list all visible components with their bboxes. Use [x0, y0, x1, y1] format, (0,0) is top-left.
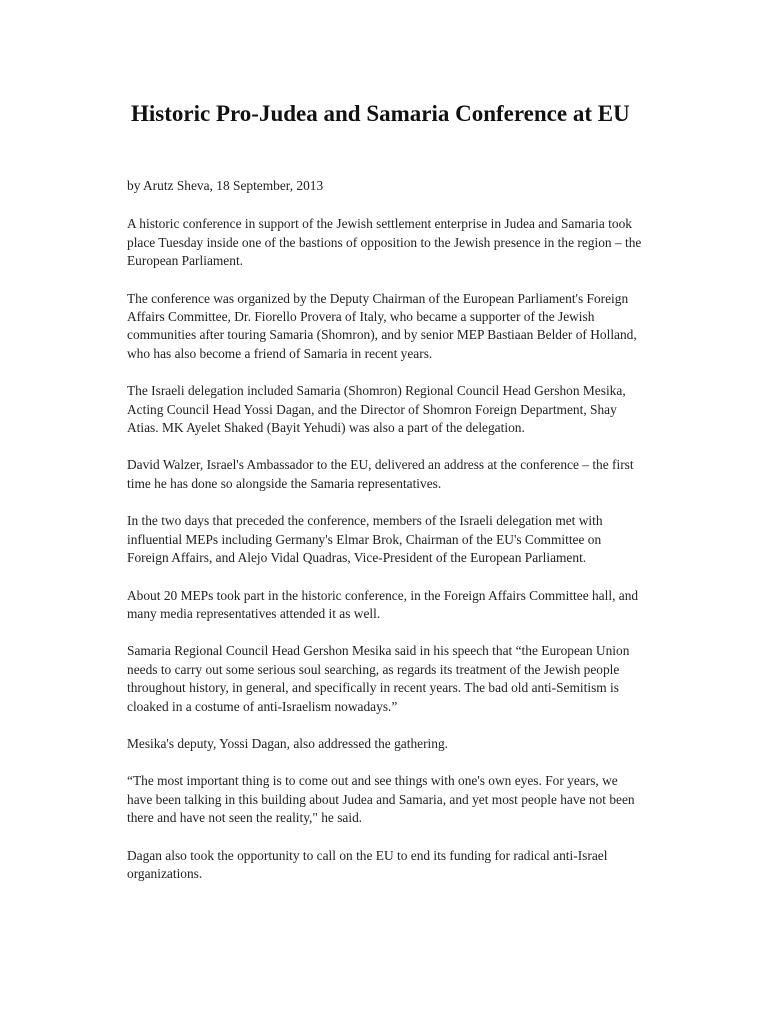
- article-paragraph: The Israeli delegation included Samaria (Shomron) Regional Council Head Gershon Mesika, Acting Council Head Yossi Dagan, and the Director of Shomron Foreign Department, Shay Atias. MK Ayelet Shaked (Bayit Yehudi) was also a part of the delegation.: [127, 383, 626, 436]
- article-paragraph: About 20 MEPs took part in the historic conference, in the Foreign Affairs Committee hall, and many media representatives attended it as well.: [127, 587, 639, 621]
- article-paragraph: In the two days that preceded the conference, members of the Israeli delegation met with influential MEPs including Germany's Elmar Brok, Chairman of the EU's Committee on Foreign Affairs, and Alejo Vidal Quadras, Vice-President of the European Parliament.: [127, 513, 603, 566]
- article-paragraph: Dagan also took the opportunity to call on the EU to end its funding for radical anti-Israel organizations.: [127, 847, 608, 881]
- article-paragraph: A historic conference in support of the Jewish settlement enterprise in Judea and Samaria took place Tuesday inside one of the bastions of opposition to the Jewish presence in the region – the European Parliament.: [127, 216, 642, 269]
- article-paragraph: The conference was organized by the Deputy Chairman of the European Parliament's Foreign Affairs Committee, Dr. Fiorello Provera of Italy, who became a supporter of the Jewish communities after touring Samaria (Shomron), and by senior MEP Bastiaan Belder of Holland, who has also become a friend of Samaria in recent years.: [127, 290, 637, 361]
- article-byline: by Arutz Sheva, 18 September, 2013: [127, 178, 324, 193]
- article-title: Historic Pro-Judea and Samaria Conference at EU: [131, 101, 630, 126]
- article-paragraph: Mesika's deputy, Yossi Dagan, also addressed the gathering.: [127, 735, 449, 751]
- article-body: [127, 177, 642, 902]
- article-paragraph: “The most important thing is to come out and see things with one's own eyes. For years, we have been talking in this building about Judea and Samaria, and yet most people have not been there and have not seen the reality," he said.: [127, 773, 635, 826]
- article-paragraph: Samaria Regional Council Head Gershon Mesika said in his speech that “the European Union needs to carry out some serious soul searching, as regards its treatment of the Jewish people throughout history, in general, and specifically in recent years. The bad old anti-Semitism is cloaked in a costume of anti-Israelism nowadays.”: [127, 643, 630, 714]
- article-paragraph: David Walzer, Israel's Ambassador to the EU, delivered an address at the conference – the first time he has done so alongside the Samaria representatives.: [127, 457, 634, 491]
